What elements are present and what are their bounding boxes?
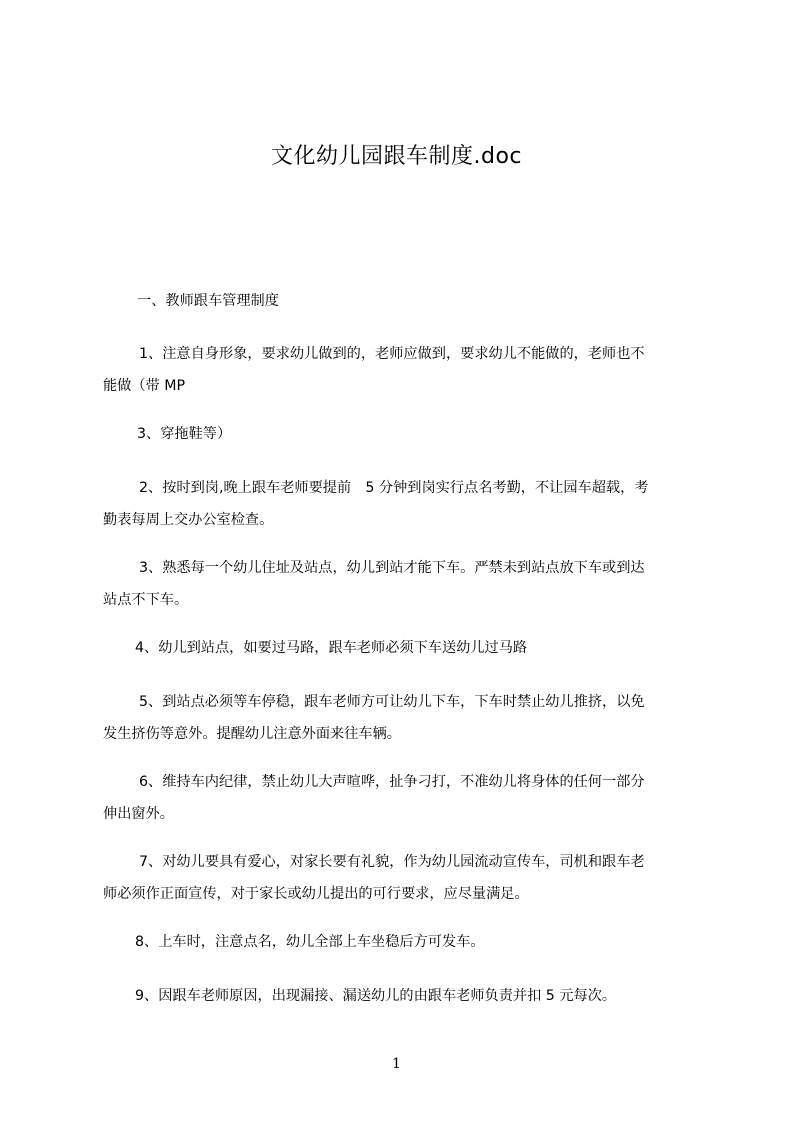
paragraph-1 bbox=[103, 338, 713, 402]
paragraph-line: 能做（带 MP bbox=[103, 378, 186, 394]
paragraph-4 bbox=[103, 552, 713, 616]
paragraph-6 bbox=[103, 686, 713, 750]
paragraph-line: 师必须作正面宣传，对于家长或幼儿提出的可行要求，应尽量满足。 bbox=[103, 886, 529, 902]
paragraph-5 bbox=[135, 632, 745, 664]
paragraph-line: 3、穿拖鞋等） bbox=[137, 426, 232, 442]
paragraph-3 bbox=[103, 472, 713, 536]
paragraph-line: 1、注意自身形象，要求幼儿做到的，老师应做到，要求幼儿不能做的，老师也不 bbox=[139, 346, 645, 362]
paragraph-line: 5、到站点必须等车停稳，跟车老师方可让幼儿下车，下车时禁止幼儿推挤，以免 bbox=[139, 694, 645, 710]
paragraph-9 bbox=[135, 926, 745, 958]
paragraph-line: 发生挤伤等意外。提醒幼儿注意外面来往车辆。 bbox=[103, 726, 401, 742]
paragraph-10 bbox=[135, 980, 745, 1012]
paragraph-line: 伸出窗外。 bbox=[103, 806, 174, 822]
paragraph-line: 9、因跟车老师原因，出现漏接、漏送幼儿的由跟车老师负责并扣 5 元每次。 bbox=[135, 988, 617, 1004]
paragraph-line: 8、上车时，注意点名，幼儿全部上车坐稳后方可发车。 bbox=[135, 934, 485, 950]
document-title: 文化幼儿园跟车制度.doc bbox=[270, 144, 522, 169]
paragraph-line: 7、对幼儿要具有爱心，对家长要有礼貌，作为幼儿园流动宣传车，司机和跟车老 bbox=[139, 854, 645, 870]
paragraph-8 bbox=[103, 846, 713, 910]
paragraph-2 bbox=[137, 418, 747, 450]
page-number: 1 bbox=[392, 1056, 401, 1072]
section-heading: 一、教师跟车管理制度 bbox=[137, 293, 279, 309]
paragraph-line: 3、熟悉每一个幼儿住址及站点，幼儿到站才能下车。严禁未到站点放下车或到达 bbox=[139, 560, 645, 576]
paragraph-line: 2、按时到岗,晚上跟车老师要提前 5 分钟到岗实行点名考勤，不让园车超载，考 bbox=[139, 480, 649, 496]
paragraph-7 bbox=[103, 766, 713, 830]
paragraph-line: 勤表每周上交办公室检查。 bbox=[103, 512, 274, 528]
paragraph-line: 4、幼儿到站点，如要过马路，跟车老师必须下车送幼儿过马路 bbox=[135, 640, 528, 656]
paragraph-line: 6、维持车内纪律，禁止幼儿大声喧哗，扯争刁打，不准幼儿将身体的任何一部分 bbox=[139, 774, 645, 790]
paragraph-line: 站点不下车。 bbox=[103, 592, 189, 608]
